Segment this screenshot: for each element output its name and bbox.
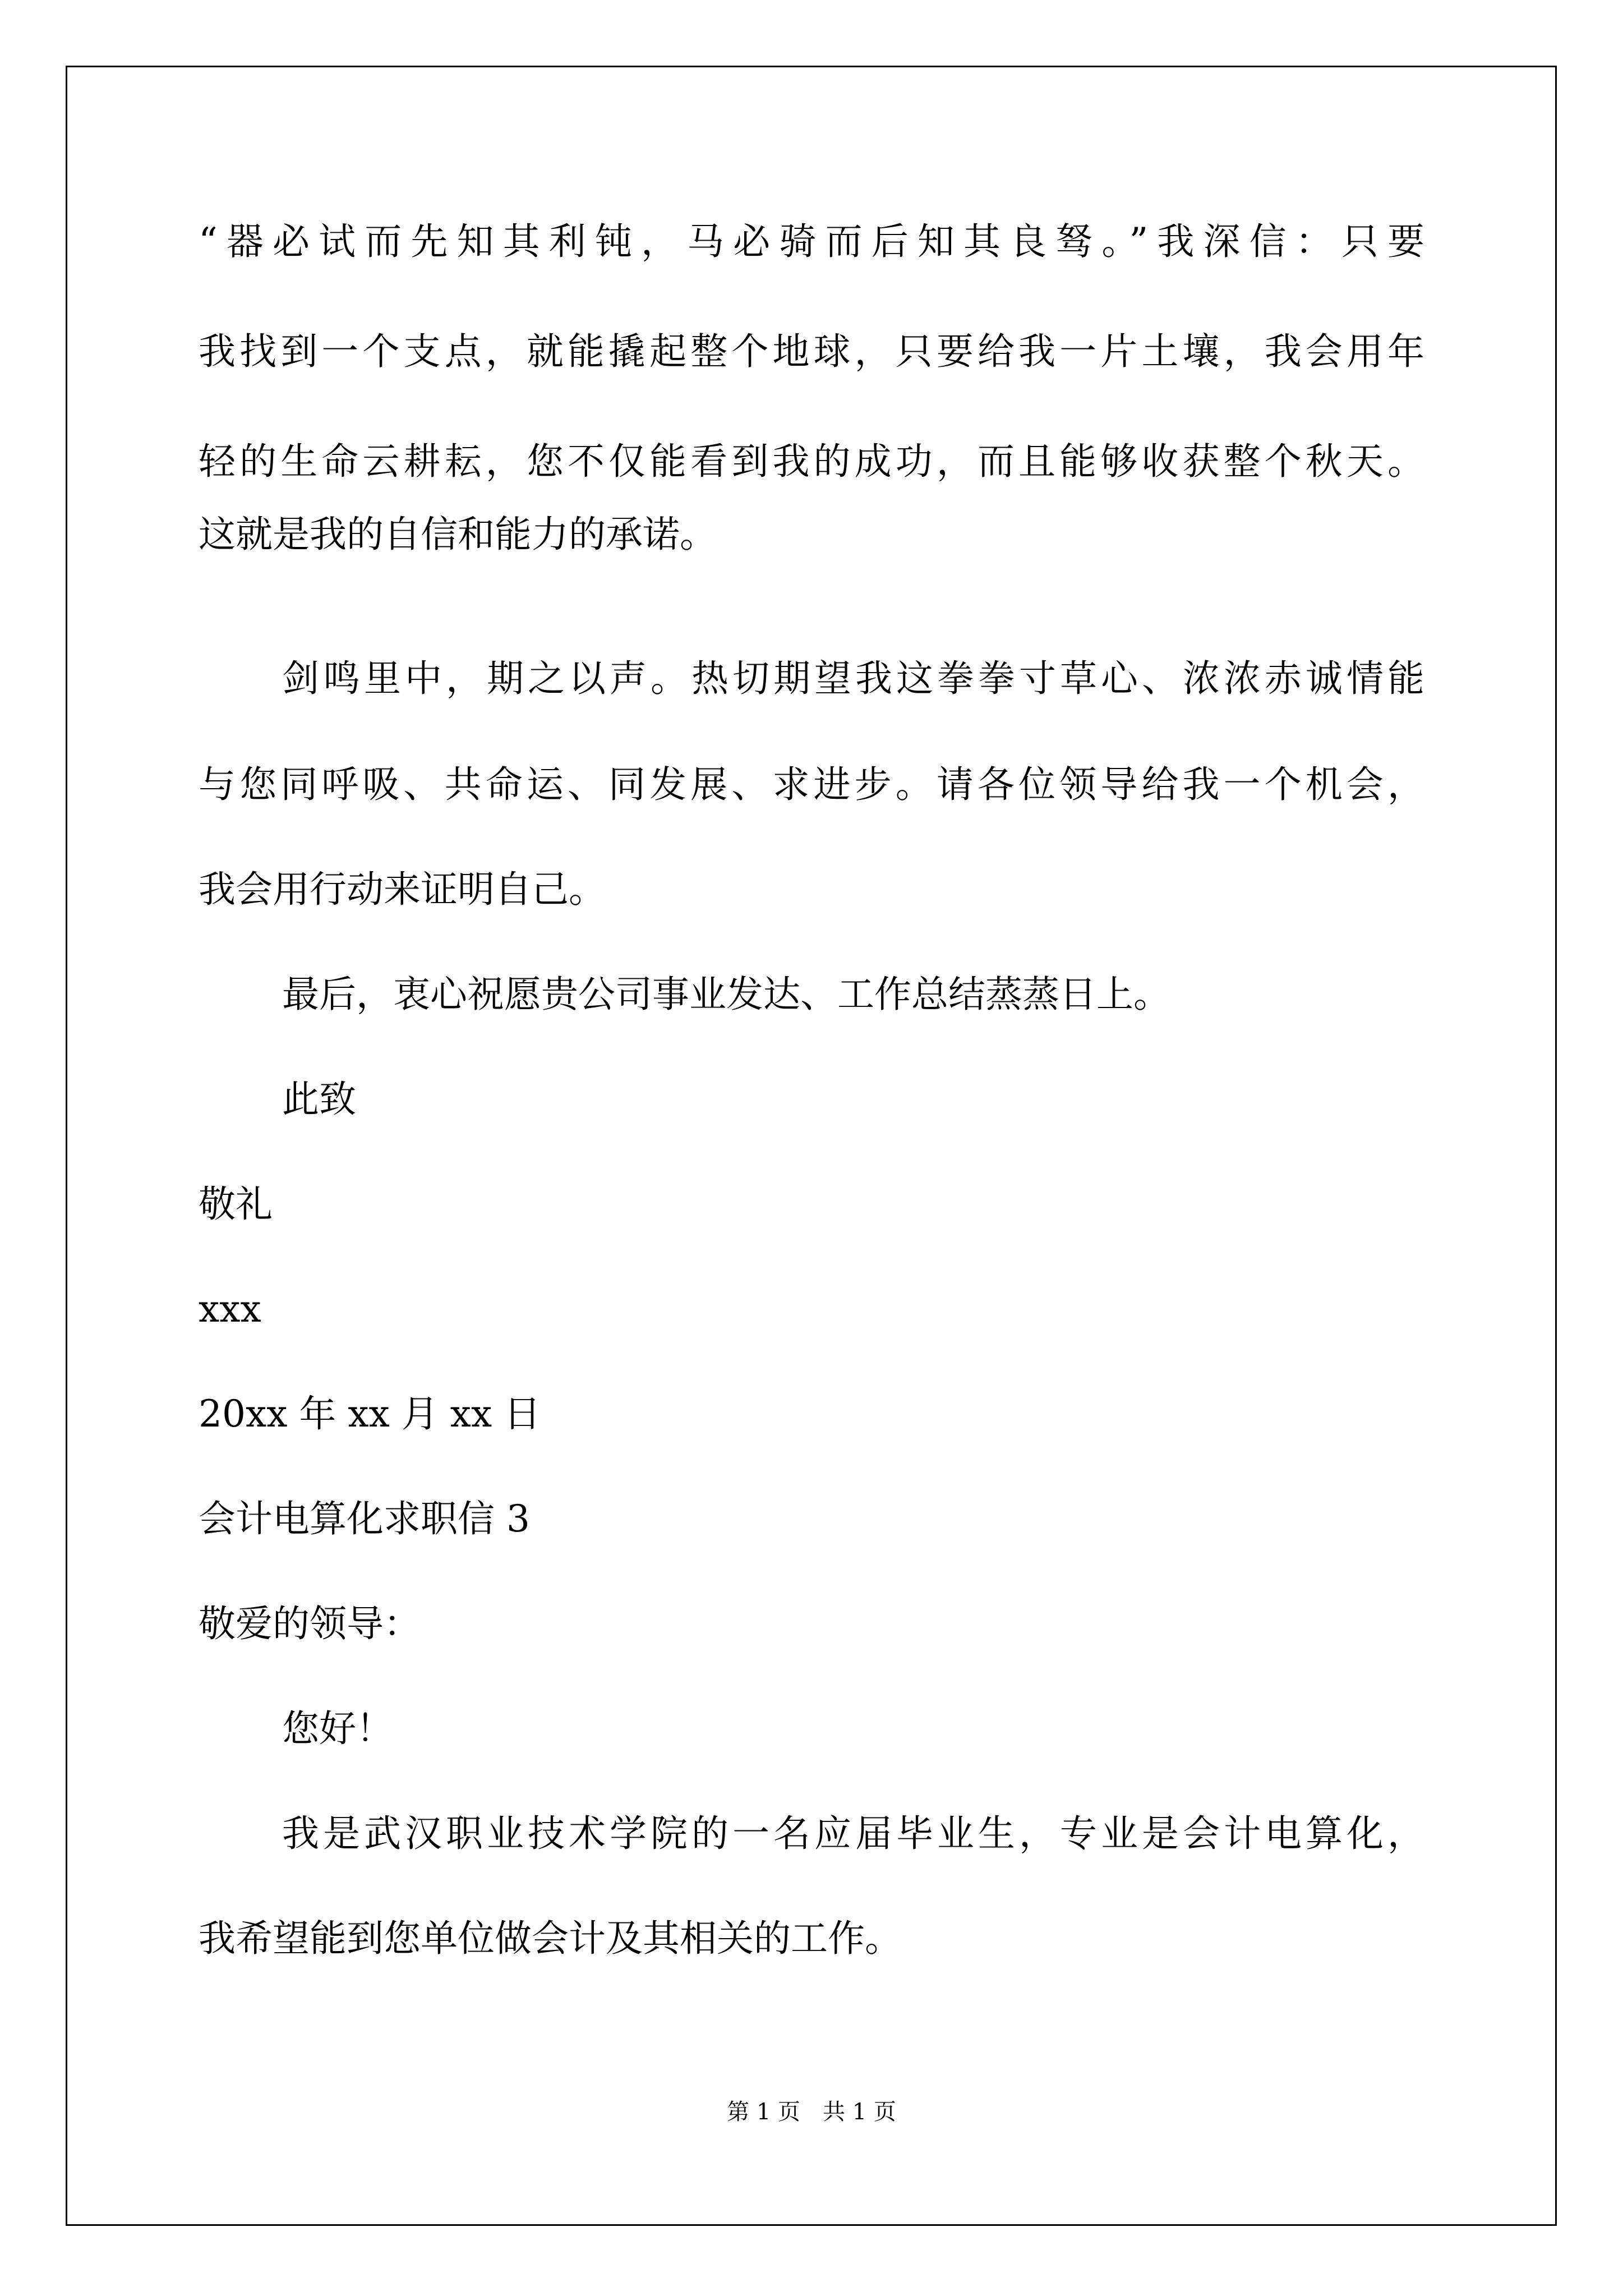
paragraph-4-line-2: 我希望能到您单位做会计及其相关的工作。 <box>199 1917 902 1960</box>
paragraph-2-line-3: 我会用行动来证明自己。 <box>199 868 606 911</box>
page-border <box>66 66 1557 2226</box>
paragraph-2-line-1: 剑鸣里中，期之以声。热切期望我这拳拳寸草心、浓浓赤诚情能 <box>282 657 1424 700</box>
paragraph-1-line-1: “器必试而先知其利钝，马必骑而后知其良驽。”我深信：只要 <box>199 220 1424 263</box>
section-title: 会计电算化求职信 3 <box>199 1497 530 1540</box>
paragraph-1-line-2: 我找到一个支点，就能撬起整个地球，只要给我一片土壤，我会用年 <box>199 330 1424 373</box>
paragraph-1-line-3: 轻的生命云耕耘，您不仅能看到我的成功，而且能够收获整个秋天。 <box>199 440 1424 483</box>
signature-text: xxx <box>199 1287 261 1331</box>
paragraph-2-line-2: 与您同呼吸、共命运、同发展、求进步。请各位领导给我一个机会， <box>199 763 1424 806</box>
date-text: 20xx 年 xx 月 xx 日 <box>199 1392 541 1435</box>
page-footer: 第 1 页 共 1 页 <box>727 2099 896 2125</box>
paragraph-1-line-4: 这就是我的自信和能力的承诺。 <box>199 513 717 556</box>
greeting-text: 敬爱的领导： <box>199 1602 421 1645</box>
salute-text: 敬礼 <box>199 1182 273 1226</box>
paragraph-3: 最后，衷心祝愿贵公司事业发达、工作总结蒸蒸日上。 <box>282 973 1170 1016</box>
hello-text: 您好！ <box>282 1707 393 1750</box>
closing-text: 此致 <box>282 1078 356 1121</box>
paragraph-4-line-1: 我是武汉职业技术学院的一名应届毕业生，专业是会计电算化， <box>282 1812 1424 1855</box>
